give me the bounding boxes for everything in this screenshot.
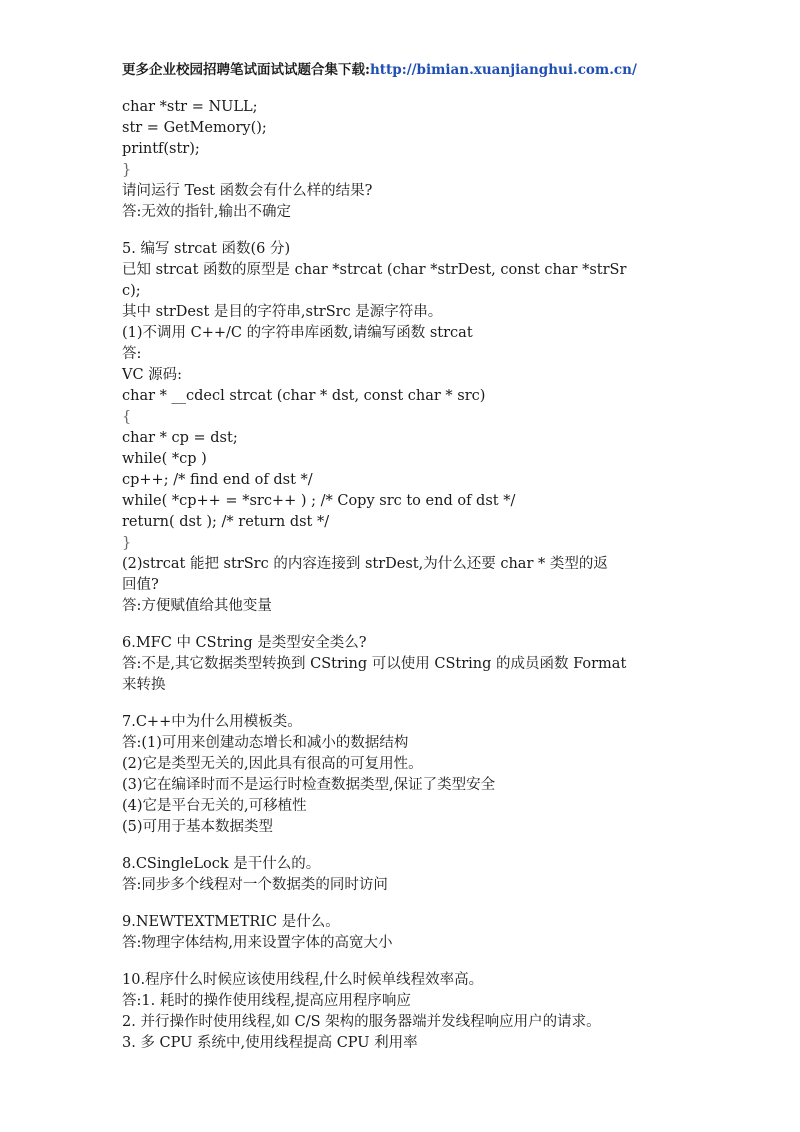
text-line: c); [122,283,141,299]
text-line: 8.CSingleLock 是干什么的。 [122,856,321,872]
text-line: (4)它是平台无关的,可移植性 [122,798,307,814]
paragraph-gap [122,838,692,854]
text-line: 来转换 [122,677,166,693]
text-line: 答: [122,346,142,362]
text-line: while( *cp ) [122,451,207,467]
text-line: } [122,535,132,551]
text-line: 答:无效的指针,输出不确定 [122,204,291,220]
text-line: cp++; /* find end of dst */ [122,472,313,488]
text-line: 答:(1)可用来创建动态增长和减小的数据结构 [122,735,409,751]
text-line: 答:物理字体结构,用来设置字体的高宽大小 [122,935,393,951]
text-line: return( dst ); /* return dst */ [122,514,330,530]
paragraph-gap [122,696,692,712]
paragraph-gap [122,223,692,239]
text-line: 9.NEWTEXTMETRIC 是什么。 [122,914,340,930]
text-line: char * __cdecl strcat (char * dst, const char * src) [122,388,486,404]
text-line: 其中 strDest 是目的字符串,strSrc 是源字符串。 [122,304,443,320]
text-line: (5)可用于基本数据类型 [122,819,274,835]
text-line: { [122,409,132,425]
text-line: 回值? [122,577,159,593]
text-line: 请问运行 Test 函数会有什么样的结果? [122,183,373,199]
paragraph-gap [122,617,692,633]
text-line: 6.MFC 中 CString 是类型安全类么? [122,635,367,651]
text-line: char * cp = dst; [122,430,238,446]
text-line: 答:方便赋值给其他变量 [122,598,272,614]
text-line: char *str = NULL; [122,99,258,115]
text-line: } [122,162,132,178]
text-line: while( *cp++ = *src++ ) ; /* Copy src to end of dst */ [122,493,516,509]
text-line: 7.C++中为什么用模板类。 [122,714,302,730]
text-line: 已知 strcat 函数的原型是 char *strcat (char *strDest, const char *strSr [122,262,627,278]
text-line: 答:不是,其它数据类型转换到 CString 可以使用 CString 的成员函数 Format [122,656,627,672]
text-line: printf(str); [122,141,200,157]
text-line: 答:同步多个线程对一个数据类的同时访问 [122,877,388,893]
page-header [122,58,637,78]
text-line: 2. 并行操作时使用线程,如 C/S 架构的服务器端并发线程响应用户的请求。 [122,1014,601,1030]
document-body [122,97,692,1054]
text-line: 答:1. 耗时的操作使用线程,提高应用程序响应 [122,993,411,1009]
text-line: 10.程序什么时候应该使用线程,什么时候单线程效率高。 [122,972,484,988]
header-url-link[interactable]: http://bimian.xuanjianghui.com.cn/ [369,62,637,78]
text-line: 5. 编写 strcat 函数(6 分) [122,241,291,257]
text-line: str = GetMemory(); [122,120,267,136]
text-line: VC 源码: [122,367,183,383]
text-line: 3. 多 CPU 系统中,使用线程提高 CPU 利用率 [122,1035,418,1051]
paragraph-gap [122,954,692,970]
text-line: (2)它是类型无关的,因此具有很高的可复用性。 [122,756,423,772]
text-line: (1)不调用 C++/C 的字符串库函数,请编写函数 strcat [122,325,473,341]
header-text: 更多企业校园招聘笔试面试试题合集下载: [122,62,370,78]
text-line: (3)它在编译时而不是运行时检查数据类型,保证了类型安全 [122,777,496,793]
text-line: (2)strcat 能把 strSrc 的内容连接到 strDest,为什么还要 char * 类型的返 [122,556,608,572]
paragraph-gap [122,896,692,912]
